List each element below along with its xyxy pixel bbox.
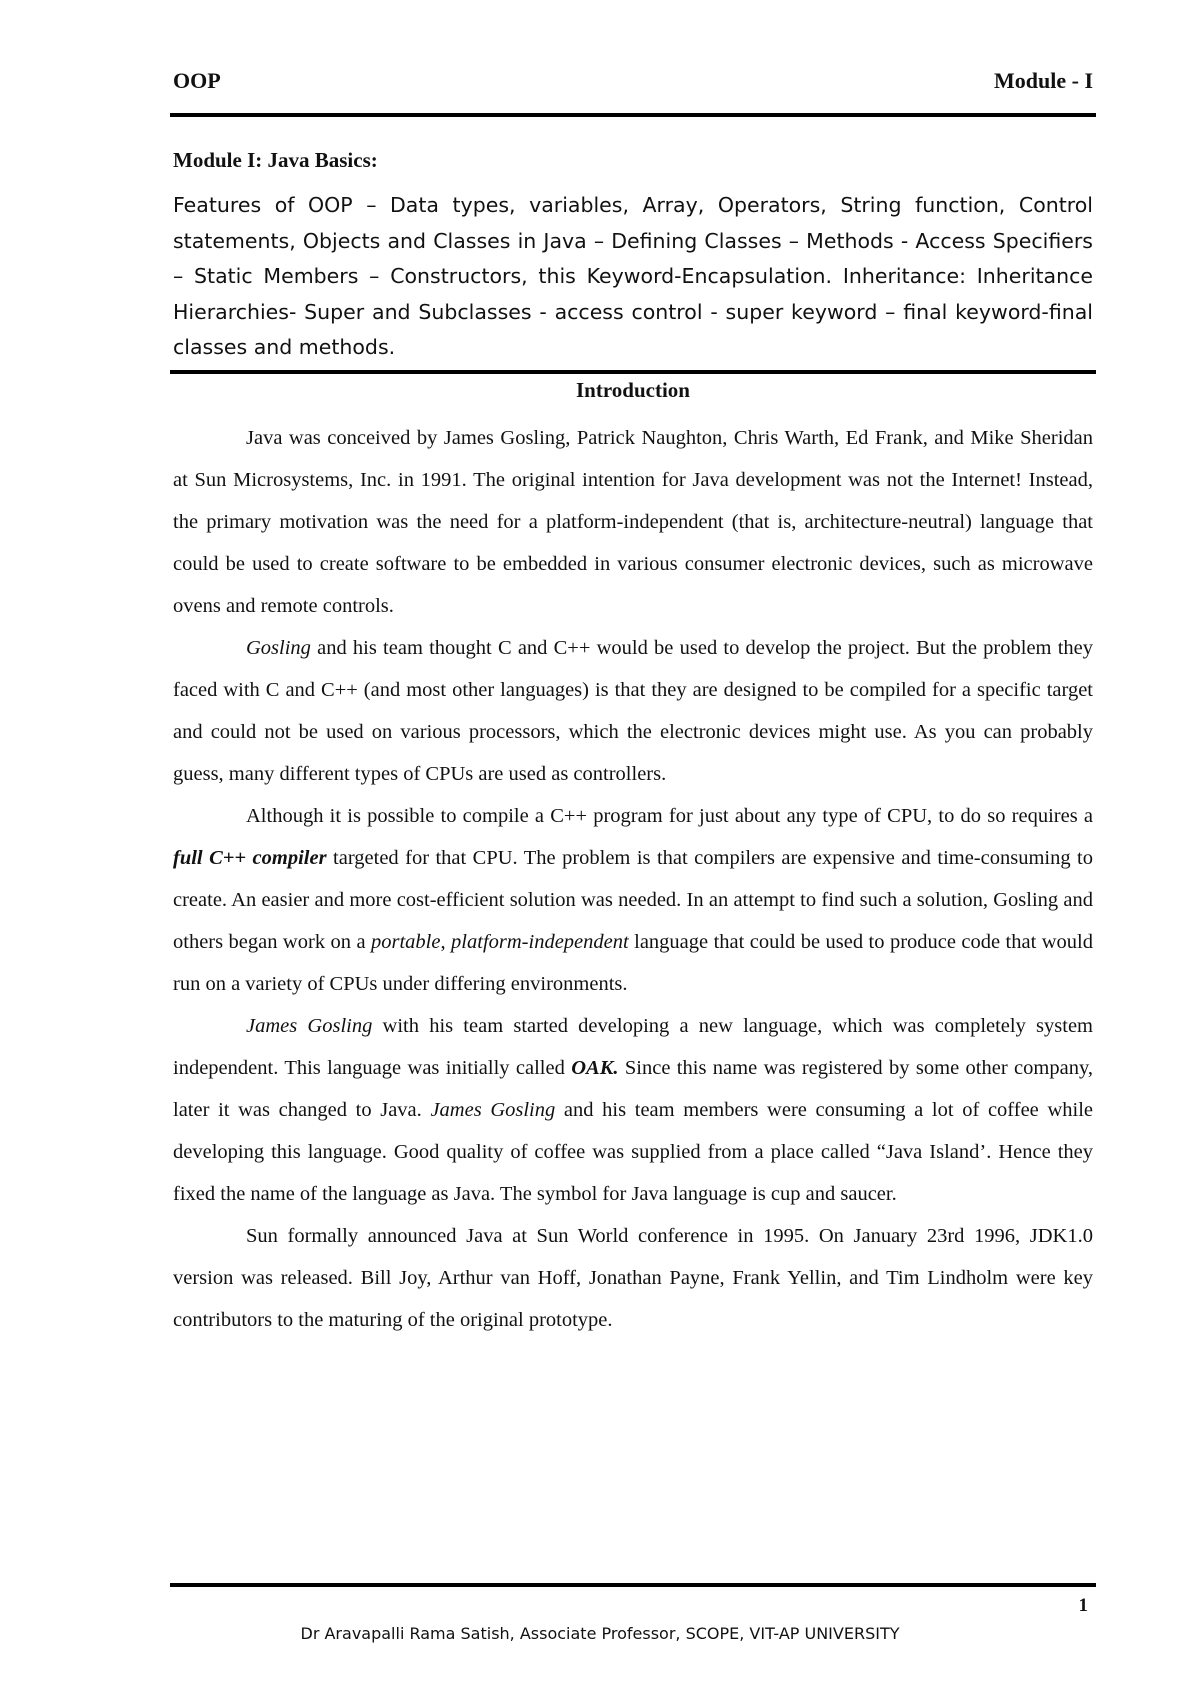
paragraph-4-text-b: Since this name was registered by some other company, later it was changed to Java.	[173, 1057, 1093, 1121]
paragraph-2-text: and his team thought C and C++ would be used to develop the project. But the problem they faced with C and C++ (and most other languages) is that they are designed to be compiled for a specific target and could not be used on various processors, which the electronic devices might use. As you can probably guess, many different types of CPUs are used as controllers.	[173, 637, 1093, 785]
emphasis-oak: OAK.	[571, 1057, 619, 1079]
emphasis-platform-independent: platform-independent	[451, 931, 629, 953]
paragraph-3-text-d: language that could be used to produce code that would run on a variety of CPUs under differing environments.	[173, 931, 1093, 995]
paragraph-1: Java was conceived by James Gosling, Patrick Naughton, Chris Warth, Ed Frank, and Mike Sheridan at Sun Microsystems, Inc. in 1991. The original intention for Java development was not the Internet! Instead, the primary motivation was the need for a platform-independent (that is, architecture-neutral) language that could be used to create software to be embedded in various consumer electronic devices, such as microwave ovens and remote controls.	[173, 427, 1093, 617]
paragraph-4-text-c: and his team members were consuming a lot of coffee while developing this language. Good quality of coffee was supplied from a place called “Java Island’. Hence they fixed the name of the language as Java. The symbol for Java language is cup and saucer.	[173, 1099, 1093, 1205]
paragraph-3-text-c: ,	[440, 931, 452, 953]
emphasis-james-gosling: James Gosling	[246, 1015, 373, 1037]
syllabus-rule	[170, 370, 1096, 374]
module-syllabus: Features of OOP – Data types, variables, Array, Operators, String function, Control statements, Objects and Classes in Java – Defining Classes – Methods - Access Specifiers – Static Members – Constructors, this Keyword-Encapsulation. Inheritance: Inheritance Hierarchies- Super and Subclasses - access control - super keyword – final keyword-final classes and methods.	[173, 193, 1093, 359]
page-header	[173, 68, 1093, 94]
footer-rule	[170, 1583, 1096, 1587]
section-heading: Introduction	[576, 378, 690, 402]
paragraph-5: Sun formally announced Java at Sun World conference in 1995. On January 23rd 1996, JDK1.0 version was released. Bill Joy, Arthur van Hoff, Jonathan Payne, Frank Yellin, and Tim Lindholm were key contributors to the maturing of the original prototype.	[173, 1225, 1093, 1331]
emphasis-full-compiler: full C++ compiler	[173, 847, 327, 869]
header-course: OOP	[173, 68, 221, 93]
footer-author: Dr Aravapalli Rama Satish, Associate Professor, SCOPE, VIT-AP UNIVERSITY	[300, 1624, 900, 1643]
paragraph-3	[173, 795, 1093, 1005]
module-title: Module I: Java Basics:	[173, 148, 378, 172]
paragraph-4	[173, 1005, 1093, 1215]
emphasis-portable: portable	[371, 931, 441, 953]
page-number: 1	[1078, 1595, 1088, 1616]
body-text	[173, 417, 1093, 1341]
emphasis-gosling: Gosling	[246, 637, 311, 659]
paragraph-3-text-b: targeted for that CPU. The problem is that compilers are expensive and time-consuming to create. An easier and more cost-efficient solution was needed. In an attempt to find such a solution, Gosling and others began work on a	[173, 847, 1093, 953]
paragraph-4-text-a: with his team started developing a new language, which was completely system independent. This language was initially called	[173, 1015, 1093, 1079]
emphasis-james-gosling-2: James Gosling	[430, 1099, 556, 1121]
paragraph-3-text-a: Although it is possible to compile a C++ program for just about any type of CPU, to do so requires a	[246, 805, 1093, 827]
header-rule	[170, 113, 1096, 117]
paragraph-2	[173, 627, 1093, 795]
header-module: Module - I	[994, 68, 1093, 93]
